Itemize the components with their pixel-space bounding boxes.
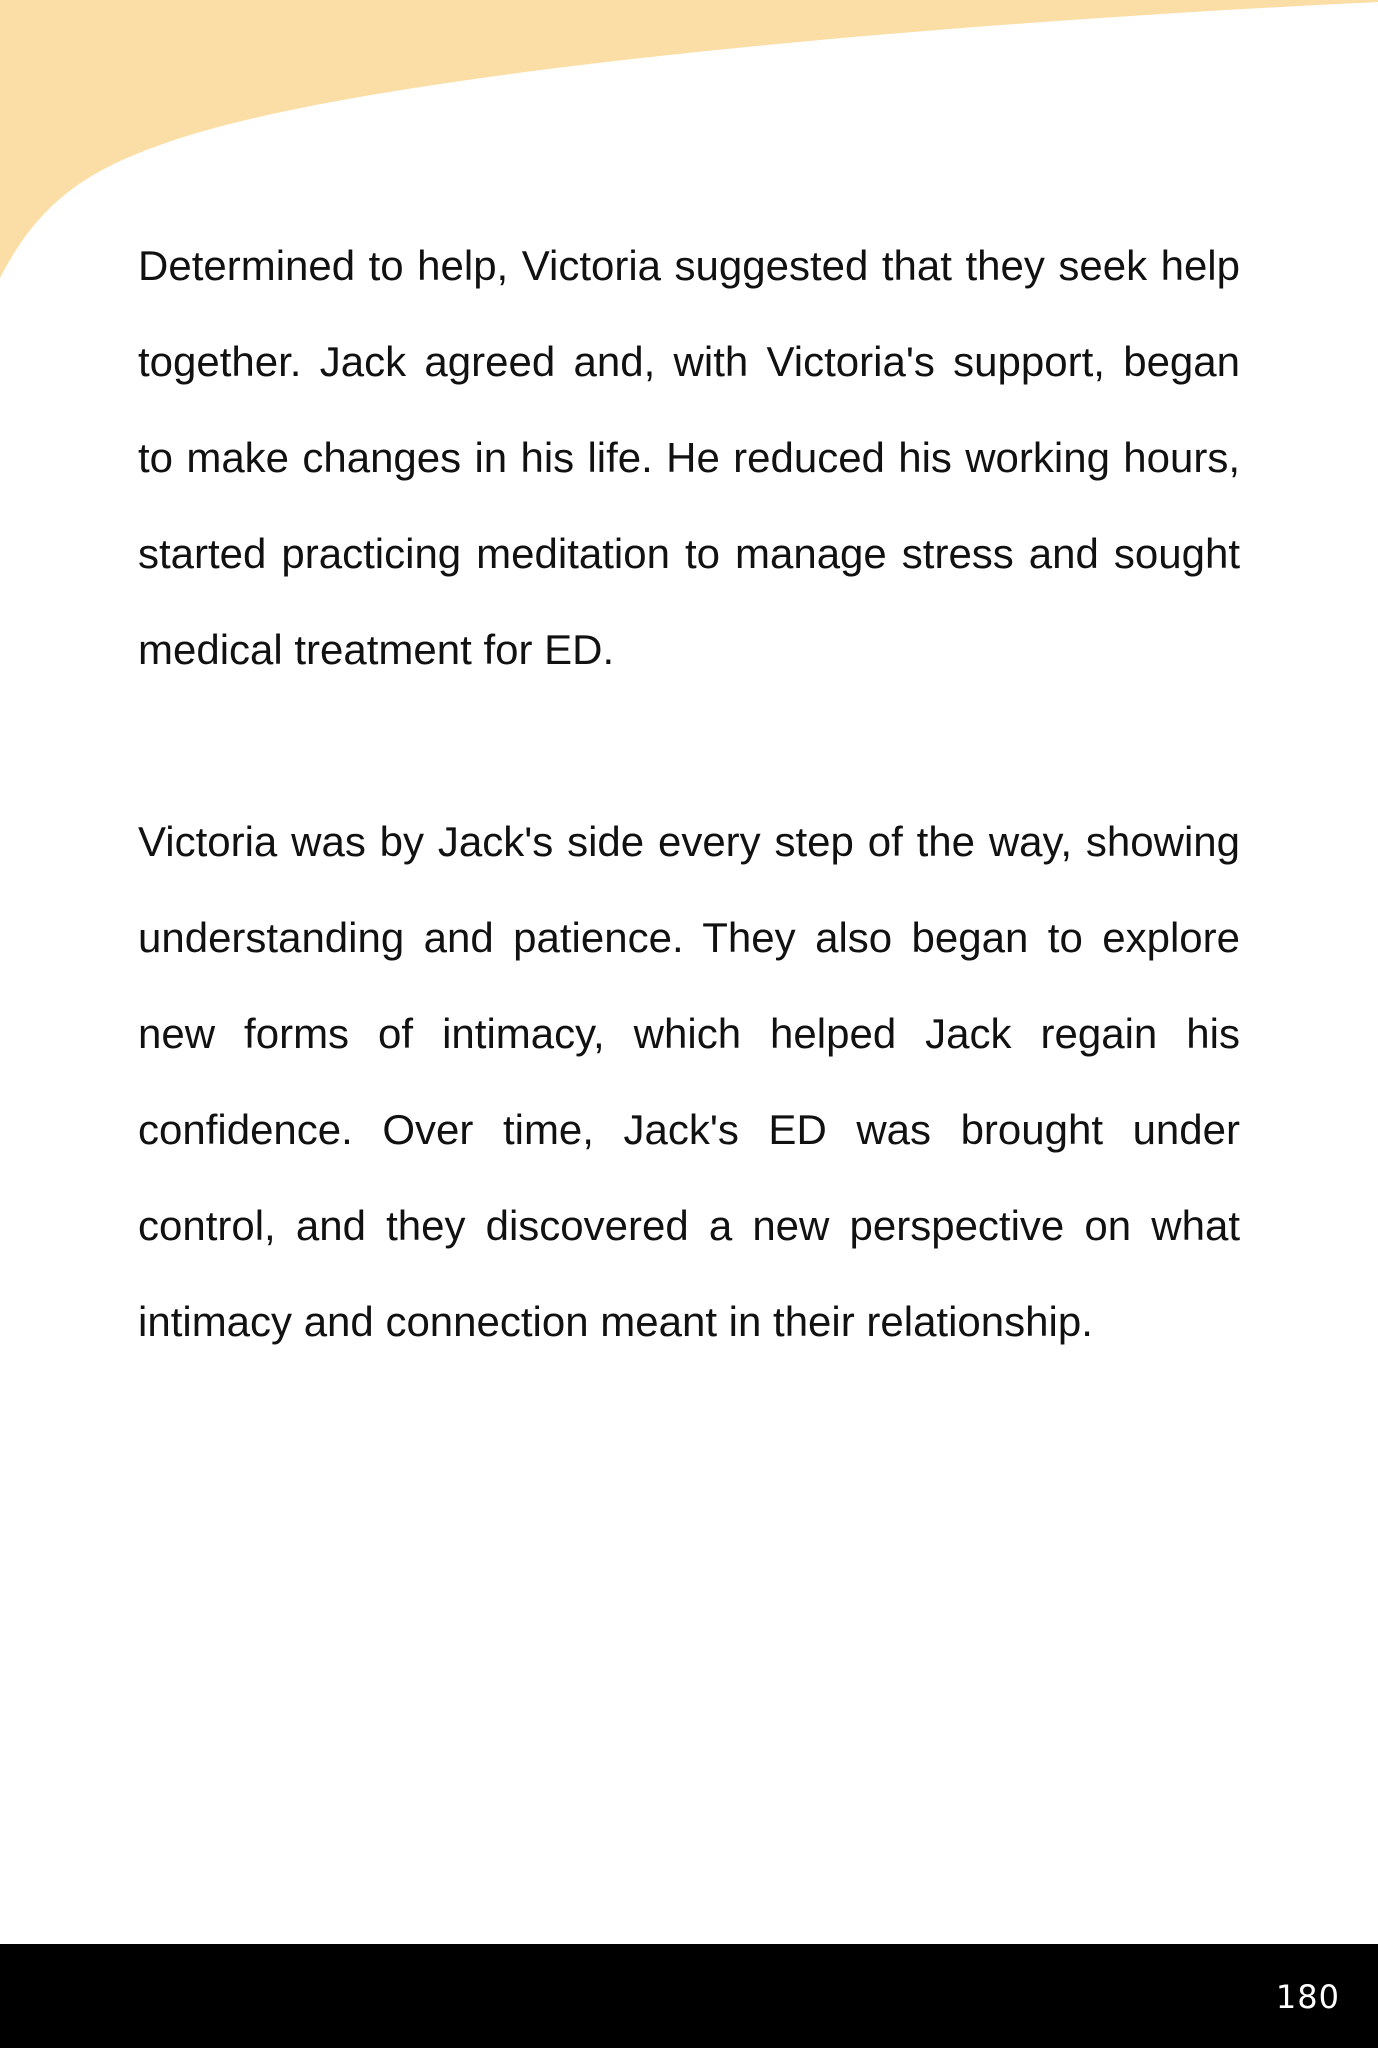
paragraph-1: Determined to help, Victoria suggested that they seek help together. Jack agreed and, with Victoria's support, began to make changes in his life. He reduced his working hours, started practicing meditation to manage stress and sought medical treatment for ED. [138, 242, 1240, 673]
page-number: 180 [1275, 1978, 1340, 2016]
footer-bar [0, 1944, 1378, 2048]
paragraph-2: Victoria was by Jack's side every step of the way, showing understanding and patience. They also began to explore new forms of intimacy, which helped Jack regain his confidence. Over time, Jack's ED was brought under control, and they discovered a new perspective on what intimacy and connection meant in their relationship. [138, 818, 1240, 1345]
page-body [138, 218, 1240, 1370]
